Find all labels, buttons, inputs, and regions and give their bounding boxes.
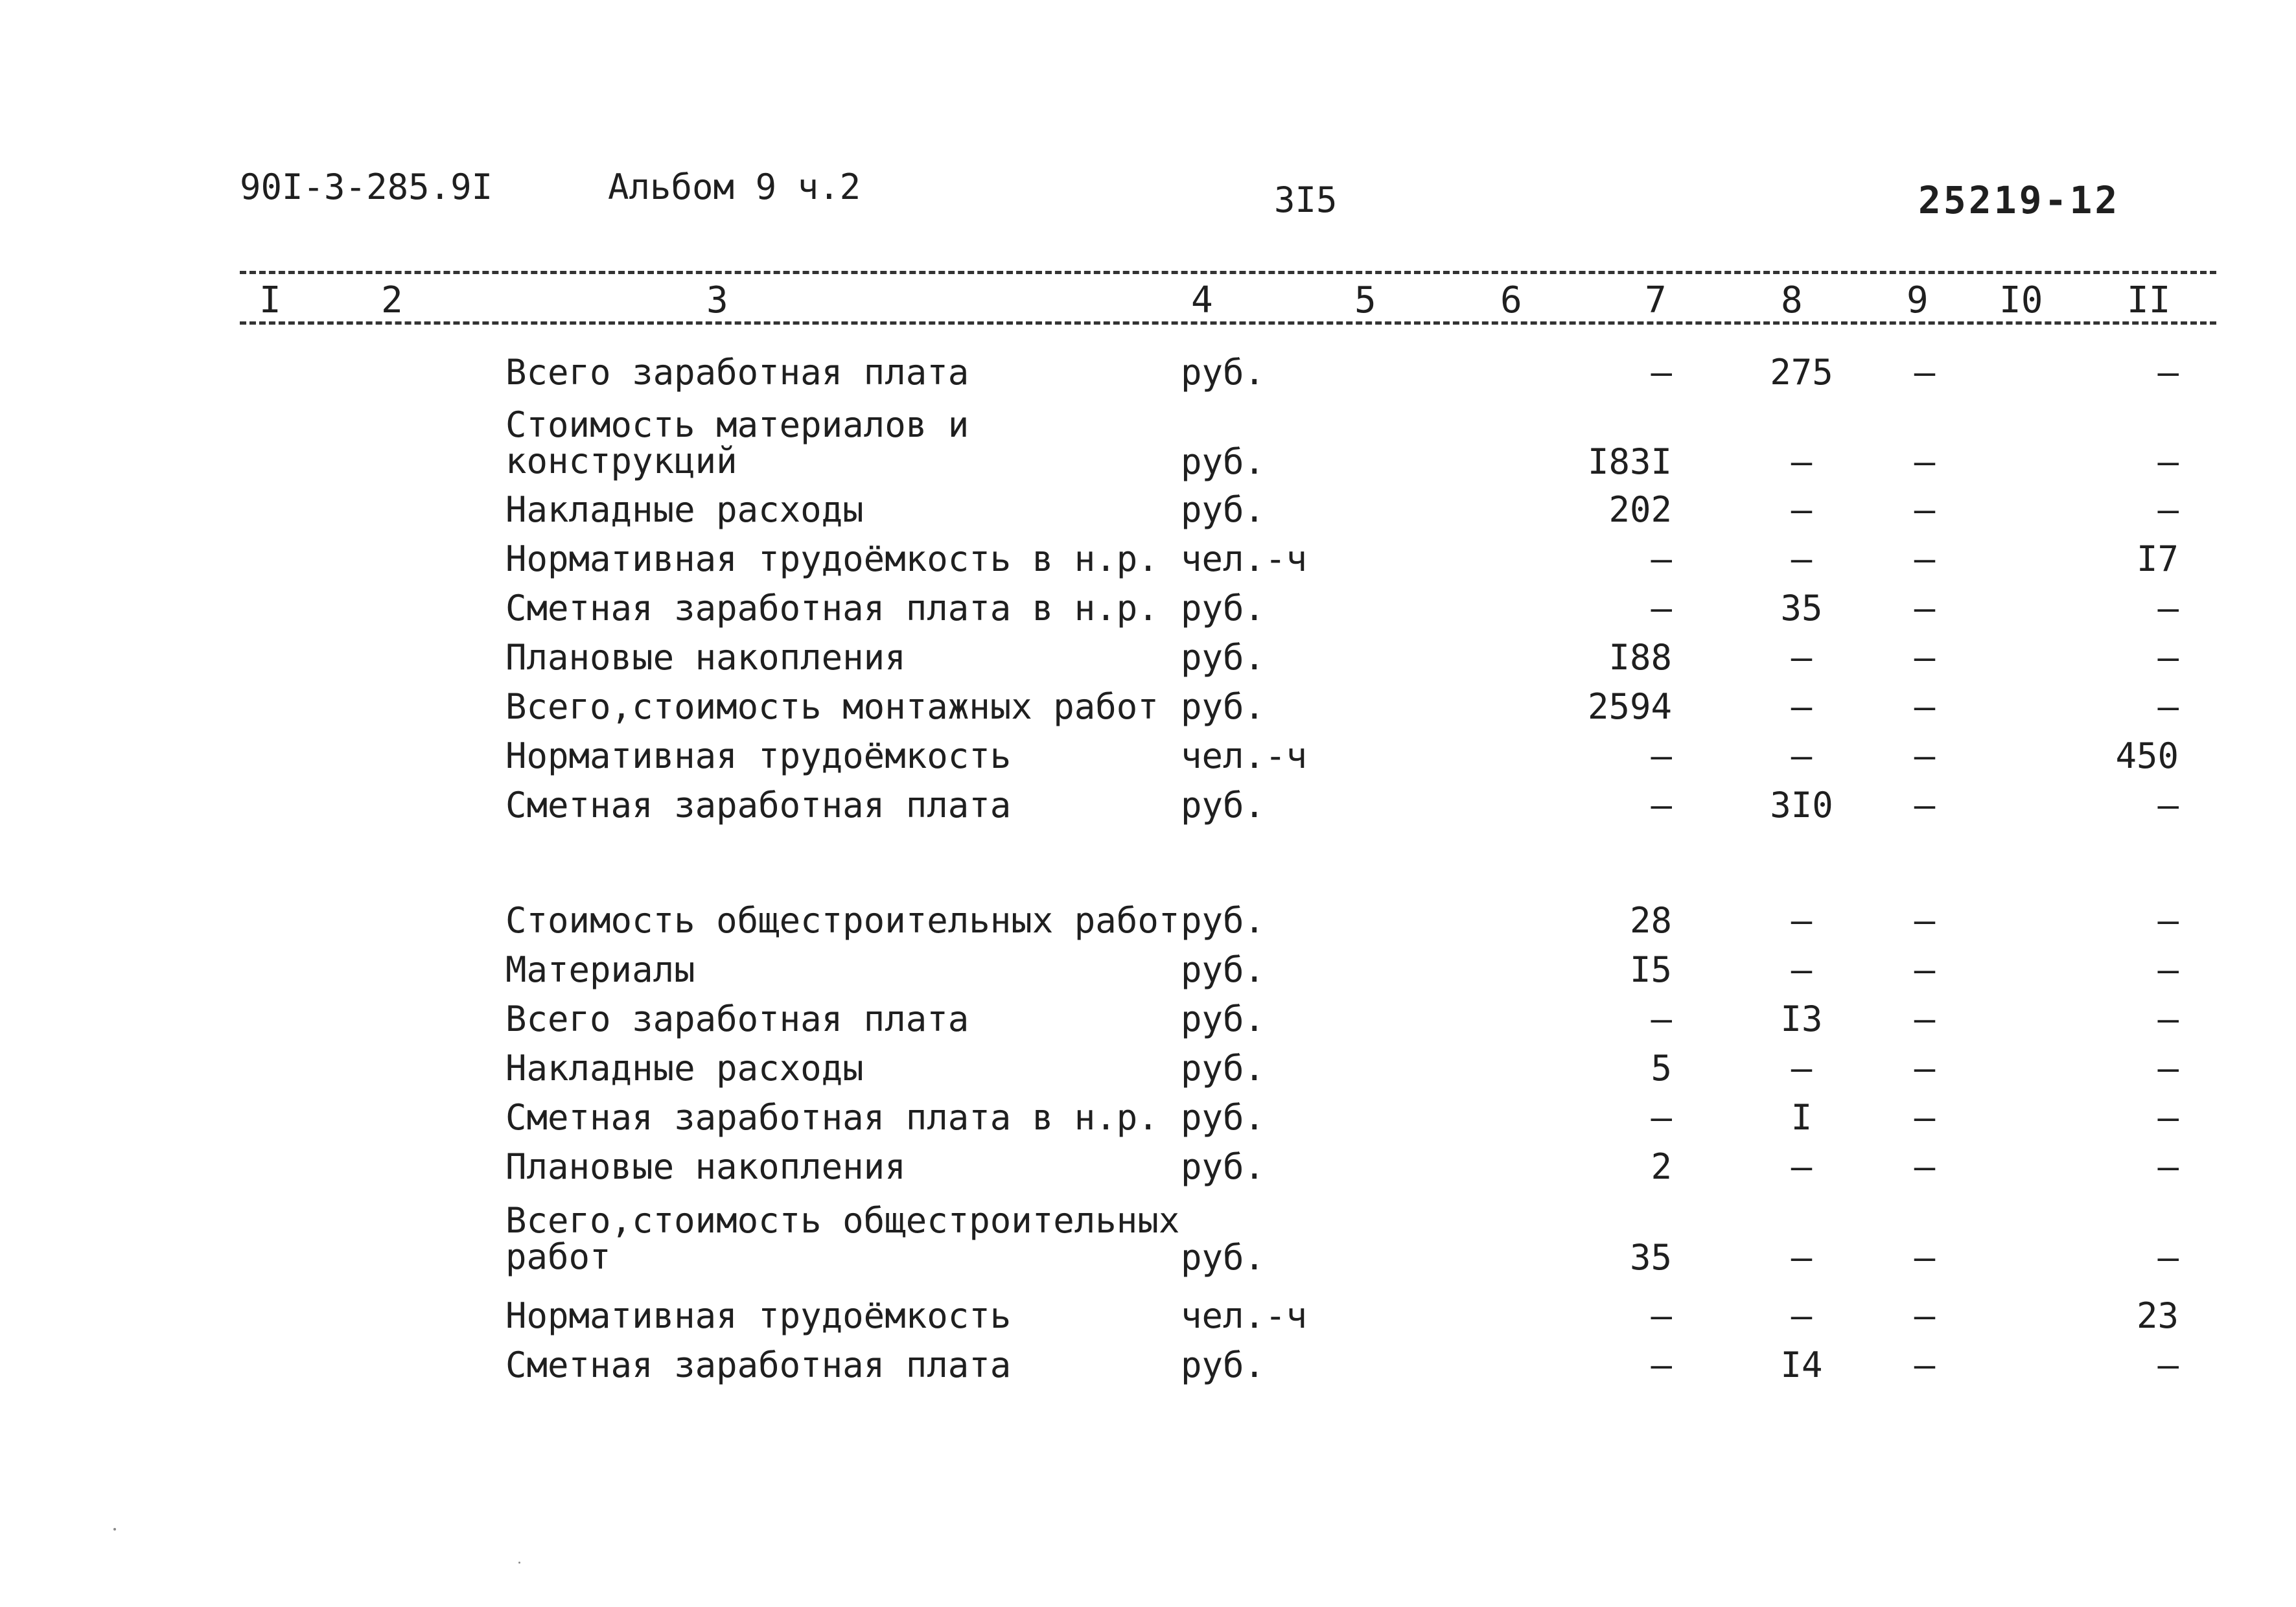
description-line: Всего,стоимость общестроительных: [505, 1200, 1180, 1241]
col7-value: 35: [1629, 1237, 1672, 1278]
col11-value: –: [2157, 1048, 2179, 1089]
row-description: [505, 637, 906, 678]
col9-value: –: [1914, 489, 1936, 530]
col7-value: 202: [1608, 489, 1672, 530]
row-unit: руб.: [1181, 1345, 1266, 1385]
col11-value: –: [2157, 637, 2179, 678]
col7-value: I83I: [1587, 441, 1672, 482]
row-unit: руб.: [1181, 352, 1266, 393]
column-number: 2: [381, 279, 403, 321]
description-line: Накладные расходы: [505, 1048, 864, 1089]
row-unit: руб.: [1181, 949, 1266, 990]
col8-value: –: [1791, 489, 1813, 530]
archive-stamp: 25219-12: [1918, 178, 2120, 222]
row-unit: руб.: [1181, 686, 1266, 727]
col7-value: –: [1651, 999, 1672, 1039]
album-label: Альбом 9 ч.2: [608, 167, 861, 207]
row-unit: руб.: [1181, 1237, 1266, 1278]
column-number: 8: [1781, 279, 1803, 321]
row-unit: руб.: [1181, 1146, 1266, 1187]
col11-value: –: [2157, 1237, 2179, 1278]
col11-value: –: [2157, 900, 2179, 941]
col8-value: –: [1791, 1295, 1813, 1336]
column-number: 4: [1191, 279, 1213, 321]
row-unit: руб.: [1181, 1097, 1266, 1138]
row-description: [505, 1146, 906, 1187]
description-line: Всего заработная плата: [505, 999, 969, 1039]
column-number: II: [2127, 279, 2171, 321]
row-description: [505, 1097, 1159, 1138]
column-number: 9: [1907, 279, 1929, 321]
header-top-rule: [240, 271, 2216, 274]
col9-value: –: [1914, 686, 1936, 727]
description-line: Сметная заработная плата в н.р.: [505, 588, 1159, 629]
col11-value: –: [2157, 686, 2179, 727]
col7-value: –: [1651, 785, 1672, 826]
column-number: I0: [1999, 279, 2043, 321]
row-description: [505, 588, 1159, 629]
col7-value: –: [1651, 1295, 1672, 1336]
col9-value: –: [1914, 900, 1936, 941]
col11-value: –: [2157, 1097, 2179, 1138]
description-line: Сметная заработная плата: [505, 785, 1012, 826]
row-unit: руб.: [1181, 785, 1266, 826]
row-unit: руб.: [1181, 489, 1266, 530]
description-line: конструкций: [505, 441, 737, 481]
col9-value: –: [1914, 441, 1936, 482]
row-description: [505, 999, 969, 1039]
col8-value: 3I0: [1770, 785, 1833, 826]
col9-value: –: [1914, 1097, 1936, 1138]
row-description: [505, 785, 1012, 826]
col8-value: –: [1791, 949, 1813, 990]
col11-value: –: [2157, 785, 2179, 826]
description-line: Всего заработная плата: [505, 352, 969, 393]
col11-value: –: [2157, 489, 2179, 530]
col8-value: –: [1791, 1237, 1813, 1278]
description-line: Сметная заработная плата: [505, 1345, 1012, 1385]
description-line: Плановые накопления: [505, 637, 906, 678]
col11-value: –: [2157, 1345, 2179, 1385]
col11-value: I7: [2136, 538, 2179, 579]
col9-value: –: [1914, 949, 1936, 990]
col8-value: –: [1791, 538, 1813, 579]
col8-value: 275: [1770, 352, 1833, 393]
col11-value: –: [2157, 1146, 2179, 1187]
row-description: [505, 1200, 1180, 1277]
col11-value: 23: [2136, 1295, 2179, 1336]
col7-value: 2594: [1587, 686, 1672, 727]
col7-value: –: [1651, 735, 1672, 776]
col9-value: –: [1914, 1295, 1936, 1336]
row-description: [505, 735, 1012, 776]
col11-value: –: [2157, 949, 2179, 990]
col11-value: –: [2157, 999, 2179, 1039]
row-description: [505, 1048, 864, 1089]
col8-value: –: [1791, 441, 1813, 482]
col8-value: –: [1791, 735, 1813, 776]
row-description: [505, 489, 864, 530]
col9-value: –: [1914, 538, 1936, 579]
scan-speck: [518, 1562, 520, 1564]
row-unit: чел.-ч: [1181, 538, 1308, 579]
col7-value: 2: [1651, 1146, 1672, 1187]
col11-value: –: [2157, 352, 2179, 393]
col8-value: –: [1791, 900, 1813, 941]
column-number: I: [259, 279, 281, 321]
col9-value: –: [1914, 1146, 1936, 1187]
description-line: Нормативная трудоёмкость в н.р.: [505, 538, 1159, 579]
col8-value: –: [1791, 1048, 1813, 1089]
document-code: 90I-3-285.9I: [240, 167, 493, 207]
description-line: Плановые накопления: [505, 1146, 906, 1187]
col9-value: –: [1914, 1345, 1936, 1385]
col7-value: –: [1651, 1345, 1672, 1385]
col9-value: –: [1914, 1048, 1936, 1089]
col11-value: –: [2157, 441, 2179, 482]
col7-value: I5: [1629, 949, 1672, 990]
row-description: [505, 900, 1180, 941]
description-line: Стоимость материалов и: [505, 404, 969, 445]
col8-value: I: [1791, 1097, 1813, 1138]
row-unit: руб.: [1181, 637, 1266, 678]
col7-value: 28: [1629, 900, 1672, 941]
col9-value: –: [1914, 352, 1936, 393]
col8-value: –: [1791, 1146, 1813, 1187]
column-number: 6: [1500, 279, 1522, 321]
column-number: 7: [1645, 279, 1667, 321]
description-line: Сметная заработная плата в н.р.: [505, 1097, 1159, 1138]
row-description: [505, 404, 969, 481]
description-line: Стоимость общестроительных работ: [505, 900, 1180, 941]
description-line: Материалы: [505, 949, 695, 990]
row-unit: руб.: [1181, 441, 1266, 482]
description-line: Всего,стоимость монтажных работ: [505, 686, 1159, 727]
row-unit: руб.: [1181, 999, 1266, 1039]
scan-speck: [113, 1528, 116, 1531]
col9-value: –: [1914, 735, 1936, 776]
row-description: [505, 538, 1159, 579]
col9-value: –: [1914, 999, 1936, 1039]
col8-value: –: [1791, 637, 1813, 678]
row-unit: чел.-ч: [1181, 735, 1308, 776]
col7-value: 5: [1651, 1048, 1672, 1089]
description-line: работ: [505, 1236, 611, 1277]
header-bottom-rule: [240, 321, 2216, 325]
col7-value: –: [1651, 588, 1672, 629]
col8-value: 35: [1780, 588, 1823, 629]
column-number: 3: [706, 279, 728, 321]
col9-value: –: [1914, 637, 1936, 678]
description-line: Нормативная трудоёмкость: [505, 735, 1012, 776]
row-unit: руб.: [1181, 900, 1266, 941]
row-description: [505, 949, 695, 990]
column-number: 5: [1354, 279, 1376, 321]
row-description: [505, 352, 969, 393]
col8-value: –: [1791, 686, 1813, 727]
row-unit: руб.: [1181, 1048, 1266, 1089]
page-number: 3I5: [1274, 179, 1338, 220]
col11-value: –: [2157, 588, 2179, 629]
col9-value: –: [1914, 785, 1936, 826]
row-description: [505, 1295, 1012, 1336]
description-line: Нормативная трудоёмкость: [505, 1295, 1012, 1336]
col8-value: I3: [1780, 999, 1823, 1039]
description-line: Накладные расходы: [505, 489, 864, 530]
col11-value: 450: [2115, 735, 2179, 776]
row-unit: чел.-ч: [1181, 1295, 1308, 1336]
col9-value: –: [1914, 588, 1936, 629]
col9-value: –: [1914, 1237, 1936, 1278]
row-description: [505, 1345, 1012, 1385]
col7-value: –: [1651, 1097, 1672, 1138]
col7-value: –: [1651, 538, 1672, 579]
row-unit: руб.: [1181, 588, 1266, 629]
col7-value: I88: [1608, 637, 1672, 678]
row-description: [505, 686, 1159, 727]
col7-value: –: [1651, 352, 1672, 393]
col8-value: I4: [1780, 1345, 1823, 1385]
